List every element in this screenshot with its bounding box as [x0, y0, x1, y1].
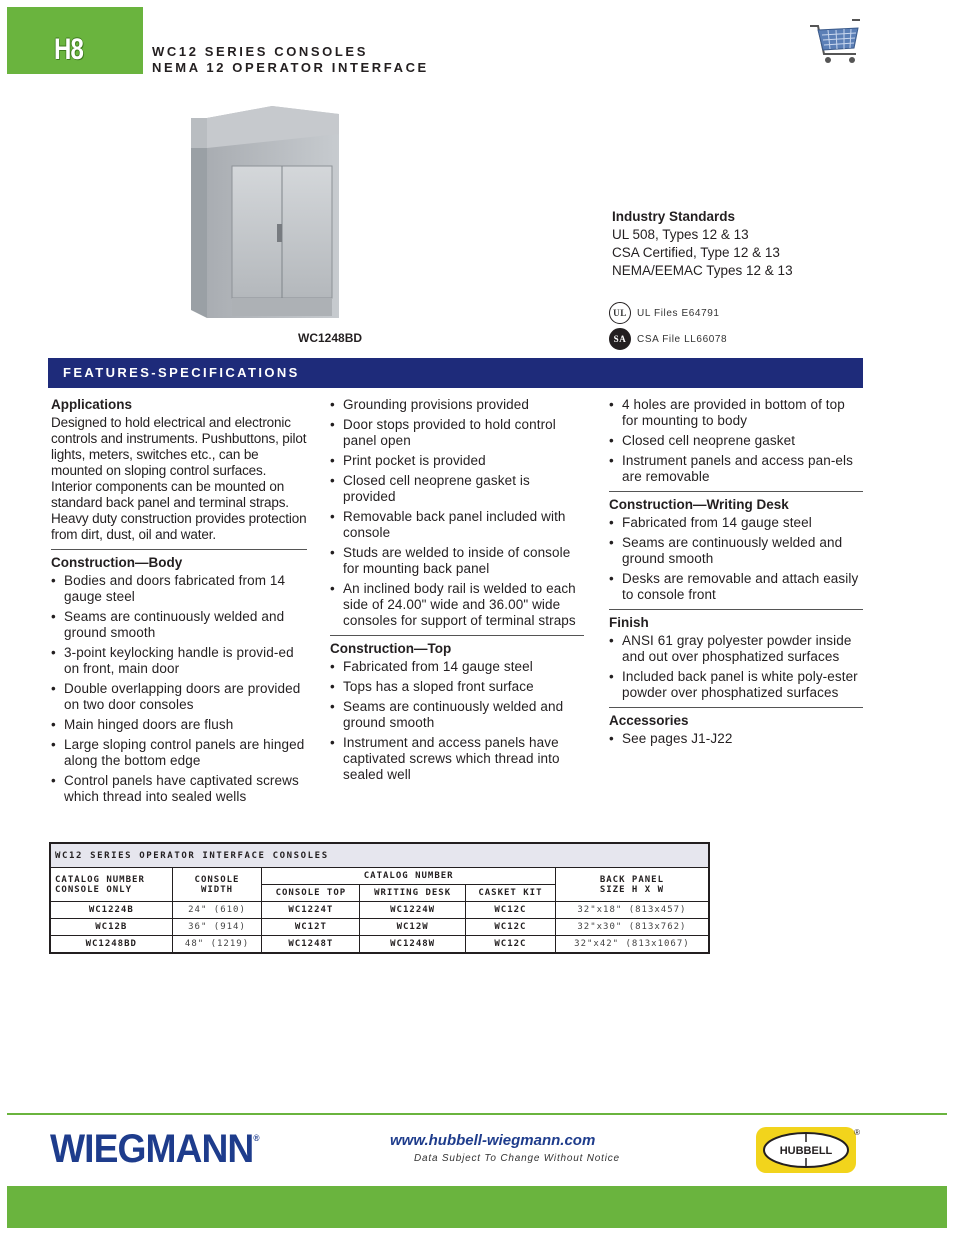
hubbell-mark: ®: [854, 1128, 860, 1137]
applications-text: Designed to hold electrical and electronic controls and instruments. Pushbuttons, pilot lights, meters, switches etc., can be mounted on sloping control surfaces. Interior components can be mounted on standard back panel and terminal straps. Heavy duty construction provides protection from dirt, dust, oil and water.: [51, 415, 307, 542]
section-tab-label: H8: [54, 33, 84, 66]
list-item: • Included back panel is white poly-ester powder over phosphatized surfaces: [609, 669, 863, 701]
list-item: • Seams are continuously welded and ground smooth: [609, 535, 863, 567]
divider: [609, 491, 863, 492]
hubbell-logo: [756, 1127, 860, 1173]
cell-catalog: WC1248BD: [50, 936, 172, 954]
list-item: • Bodies and doors fabricated from 14 gauge steel: [51, 573, 307, 605]
cell-panel: 32"x42" (813x1067): [555, 936, 709, 954]
desk-list: [609, 515, 863, 603]
wiegmann-logo: [50, 1127, 259, 1172]
list-item: • Removable back panel included with console: [330, 509, 584, 541]
list-item: • Print pocket is provided: [330, 453, 584, 469]
applications-heading: Applications: [51, 397, 133, 412]
standard-line: UL 508, Types 12 & 13: [612, 227, 749, 242]
list-item: • Double overlapping doors are provided on two door consoles: [51, 681, 307, 713]
list-item: • Main hinged doors are flush: [51, 717, 307, 733]
cell-kit: WC12C: [465, 902, 555, 919]
header-back-panel: [555, 868, 709, 902]
header-text: CONSOLE: [194, 874, 240, 885]
website-link[interactable]: www.hubbell-wiegmann.com: [390, 1132, 596, 1149]
header-text: SIZE H X W: [599, 884, 665, 895]
list-item: • Seams are continuously welded and ground smooth: [51, 609, 307, 641]
header-console-top: CONSOLE TOP: [262, 885, 360, 902]
cell-top: WC1248T: [262, 936, 360, 954]
cell-panel: 32"x30" (813x762): [555, 919, 709, 936]
cell-top: WC1224T: [262, 902, 360, 919]
cell-catalog: WC12B: [50, 919, 172, 936]
header-casket-kit: CASKET KIT: [465, 885, 555, 902]
page-title-line1: WC12 SERIES CONSOLES: [152, 44, 368, 59]
header-catalog-console-only: [50, 868, 172, 902]
top-heading: Construction—Top: [330, 641, 452, 656]
list-item: • Closed cell neoprene gasket is provided: [330, 473, 584, 505]
header-writing-desk: WRITING DESK: [360, 885, 466, 902]
cell-panel: 32"x18" (813x457): [555, 902, 709, 919]
list-item: • Instrument panels and access pan-els are removable: [609, 453, 863, 485]
standard-line: NEMA/EEMAC Types 12 & 13: [612, 263, 793, 278]
notice-text: Data Subject To Change Without Notice: [414, 1153, 620, 1164]
list-item: • Studs are welded to inside of console for mounting back panel: [330, 545, 584, 577]
cell-kit: WC12C: [465, 936, 555, 954]
list-item: • Large sloping control panels are hinged along the bottom edge: [51, 737, 307, 769]
table-row: [50, 919, 709, 936]
page-title: [152, 44, 429, 76]
cell-width: 24" (610): [172, 902, 262, 919]
list-item: • Closed cell neoprene gasket: [609, 433, 863, 449]
header-text: CATALOG NUMBER: [55, 874, 145, 885]
top-list-continued: [609, 397, 863, 485]
footer-rule: [7, 1113, 947, 1115]
desk-heading: Construction—Writing Desk: [609, 497, 789, 512]
table-row: [50, 902, 709, 919]
csa-certification: [609, 328, 727, 350]
list-item: • Seams are continuously welded and ground smooth: [330, 699, 584, 731]
accessories-heading: Accessories: [609, 713, 689, 728]
cell-desk: WC1224W: [360, 902, 466, 919]
ul-logo-icon: UL: [609, 302, 631, 324]
list-item: • Grounding provisions provided: [330, 397, 584, 413]
brand-mark: ®: [253, 1133, 259, 1143]
list-item: • Desks are removable and attach easily to console front: [609, 571, 863, 603]
features-column-1: [51, 397, 307, 809]
general-list: [330, 397, 584, 629]
cell-kit: WC12C: [465, 919, 555, 936]
table-title: WC12 SERIES OPERATOR INTERFACE CONSOLES: [50, 843, 709, 868]
cell-catalog: WC1224B: [50, 902, 172, 919]
shopping-cart-icon[interactable]: [808, 18, 864, 66]
header-text: BACK PANEL: [599, 874, 665, 885]
cell-desk: WC1248W: [360, 936, 466, 954]
finish-list: [609, 633, 863, 701]
standards-heading: Industry Standards: [612, 209, 736, 224]
features-column-2: [330, 397, 584, 787]
divider: [609, 707, 863, 708]
list-item: • 4 holes are provided in bottom of top for mounting to body: [609, 397, 863, 429]
list-item: • An inclined body rail is welded to each side of 24.00" wide and 36.00" wide consoles for support of terminal straps: [330, 581, 584, 629]
list-item: • 3-point keylocking handle is provid-ed on front, main door: [51, 645, 307, 677]
cell-width: 36" (914): [172, 919, 262, 936]
standard-line: CSA Certified, Type 12 & 13: [612, 245, 780, 260]
list-item: • Door stops provided to hold control panel open: [330, 417, 584, 449]
features-bar: [48, 358, 863, 388]
table-row: [50, 936, 709, 954]
list-item: • ANSI 61 gray polyester powder inside and out over phosphatized surfaces: [609, 633, 863, 665]
photo-caption: WC1248BD: [298, 331, 363, 345]
cell-top: WC12T: [262, 919, 360, 936]
body-heading: Construction—Body: [51, 555, 183, 570]
list-item: • Instrument and access panels have captivated screws which thread into sealed well: [330, 735, 584, 783]
section-tab: [7, 7, 143, 74]
body-list: [51, 573, 307, 805]
list-item: • Control panels have captivated screws which thread into sealed wells: [51, 773, 307, 805]
ul-file-text: UL Files E64791: [637, 307, 720, 319]
divider: [51, 549, 307, 550]
header-text: WIDTH: [200, 884, 234, 895]
top-list: [330, 659, 584, 783]
cell-desk: WC12W: [360, 919, 466, 936]
csa-logo-icon: SA: [609, 328, 631, 350]
list-item: • Tops has a sloped front surface: [330, 679, 584, 695]
divider: [609, 609, 863, 610]
features-column-3: [609, 397, 863, 751]
footer-bar: [7, 1186, 947, 1228]
header-catalog-number: CATALOG NUMBER: [262, 868, 555, 885]
header-console-width: [172, 868, 262, 902]
ul-certification: [609, 302, 720, 324]
page-title-line2: NEMA 12 OPERATOR INTERFACE: [152, 60, 429, 75]
list-item: • Fabricated from 14 gauge steel: [609, 515, 863, 531]
divider: [330, 635, 584, 636]
accessories-list: [609, 731, 863, 747]
header-text: CONSOLE ONLY: [55, 884, 133, 895]
features-bar-label: FEATURES-SPECIFICATIONS: [63, 365, 300, 380]
list-item: • Fabricated from 14 gauge steel: [330, 659, 584, 675]
csa-file-text: CSA File LL66078: [637, 333, 728, 345]
finish-heading: Finish: [609, 615, 649, 630]
list-item: • See pages J1-J22: [609, 731, 863, 747]
hubbell-logo-text: HUBBELL: [779, 1145, 833, 1157]
brand-name: WIEGMANN: [50, 1127, 254, 1171]
industry-standards: [612, 208, 793, 280]
cell-width: 48" (1219): [172, 936, 262, 954]
consoles-table: [49, 842, 710, 954]
product-photo: [187, 104, 347, 324]
